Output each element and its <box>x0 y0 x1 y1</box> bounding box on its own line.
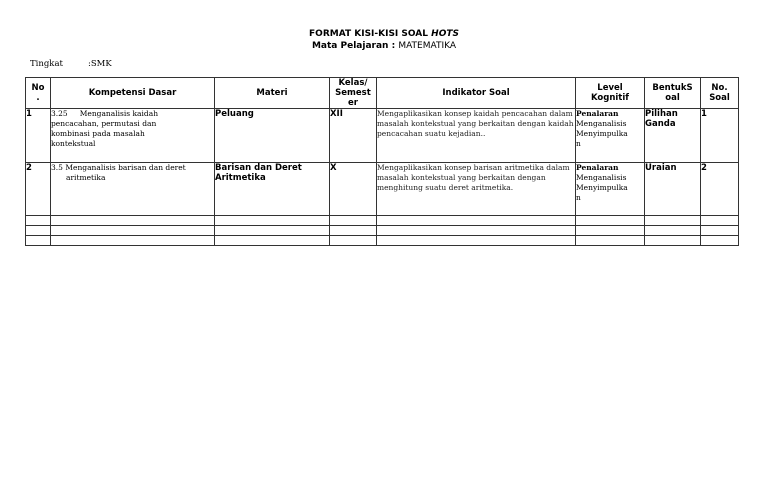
empty-row <box>26 236 739 246</box>
header-kompetensi-dasar: Kompetensi Dasar <box>51 78 215 109</box>
table-row <box>26 109 739 163</box>
cell-kelas: X <box>330 163 377 216</box>
cell-no-soal: 1 <box>701 109 739 163</box>
title-emphasis: HOTS <box>431 29 459 39</box>
level-value: :SMK <box>88 59 112 69</box>
subject-line <box>0 41 768 52</box>
kisi-kisi-table <box>25 77 739 246</box>
header-no-soal: No. Soal <box>701 78 739 109</box>
cell-level-kognitif: Penalaran Menganalisis Menyimpulka n <box>576 163 645 216</box>
cell-no: 2 <box>26 163 51 216</box>
cell-bentuk-soal: Uraian <box>645 163 701 216</box>
cell-kelas: XII <box>330 109 377 163</box>
subject-label: Mata Pelajaran : <box>311 41 396 51</box>
level-label: Tingkat <box>30 59 63 69</box>
cell-kompetensi-dasar: 3.25 Menganalisis kaidah pencacahan, permutasi dan kombinasi pada masalah kontekstual <box>51 109 215 163</box>
header-level-kognitif: Level Kognitif <box>576 78 645 109</box>
table-header-row <box>26 78 739 109</box>
cell-indikator: Mengaplikasikan konsep barisan aritmetika dalam masalah kontekstual yang berkaitan dengan menghitung suatu deret aritmetika. <box>377 163 576 216</box>
header-materi: Materi <box>215 78 330 109</box>
cell-materi: Barisan dan Deret Aritmetika <box>215 163 330 216</box>
cell-no-soal: 2 <box>701 163 739 216</box>
document-title <box>0 29 768 40</box>
cell-kompetensi-dasar: 3.5 Menganalisis barisan dan deret aritmetika <box>51 163 215 216</box>
subject-value: MATEMATIKA <box>398 41 457 51</box>
empty-row <box>26 216 739 226</box>
level-line <box>30 59 112 69</box>
cell-bentuk-soal: Pilihan Ganda <box>645 109 701 163</box>
cell-indikator: Mengaplikasikan konsep kaidah pencacahan dalam masalah kontekstual yang berkaitan dengan kaidah pencacahan suatu kejadian.. <box>377 109 576 163</box>
cell-level-kognitif: Penalaran Menganalisis Menyimpulka n <box>576 109 645 163</box>
header-no: No . <box>26 78 51 109</box>
cell-materi: Peluang <box>215 109 330 163</box>
header-indikator-soal: Indikator Soal <box>377 78 576 109</box>
empty-row <box>26 226 739 236</box>
table-row <box>26 163 739 216</box>
header-kelas-semester: Kelas/ Semest er <box>330 78 377 109</box>
cell-no: 1 <box>26 109 51 163</box>
title-prefix: FORMAT KISI-KISI SOAL <box>309 29 429 39</box>
header-bentuk-soal: BentukS oal <box>645 78 701 109</box>
